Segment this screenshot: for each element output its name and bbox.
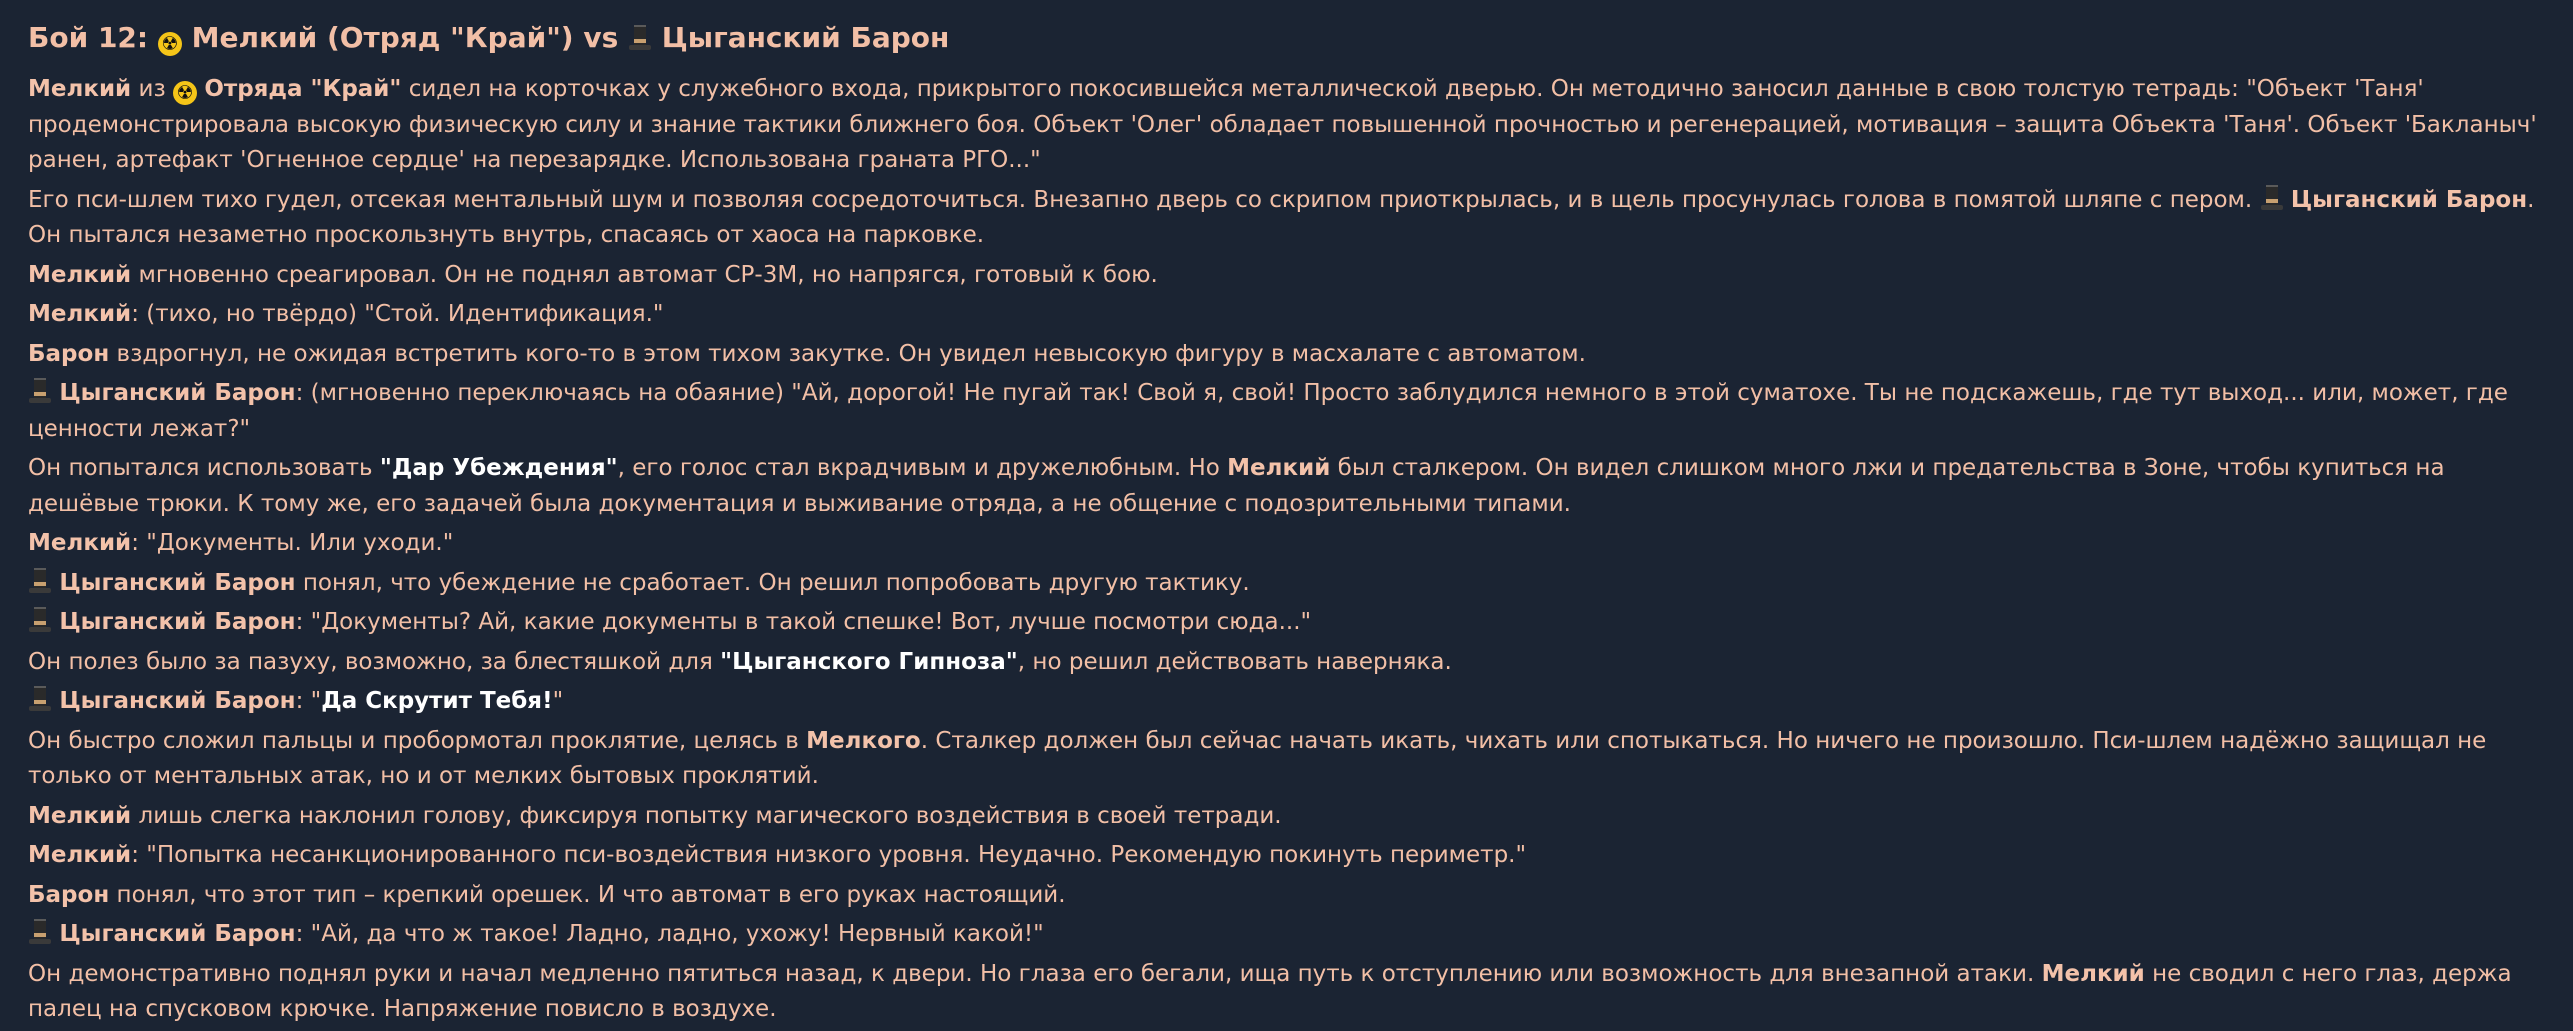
- paragraph-14: [28, 799, 2545, 835]
- paragraph-16: [28, 878, 2545, 914]
- paragraph-text: был сталкером. Он видел слишком много лжи и предательства в Зоне, чтобы купиться на дешёвые трюки. К тому же, его задачей была документация и выживание отряда, а не общение с подозрительными типами.: [28, 455, 2445, 517]
- paragraph-text: лишь слегка наклонил голову, фиксируя попытку магического воздействия в своей тетради.: [131, 802, 1282, 829]
- title-prefix: Бой 12:: [28, 21, 158, 54]
- top-hat-icon: [28, 607, 52, 633]
- character-name: Барон: [28, 340, 110, 367]
- paragraph-text: сидел на корточках у служебного входа, прикрытого покосившейся металлической дверью. Он методично заносил данные в свою толстую тетрадь: "Объект 'Таня' продемонстрировала высокую физическую силу и знание тактики ближнего боя. Объект 'Олег' обладает повышенной прочностью и регенерацией, мотивация – защита Объекта 'Таня'. Объект 'Бакланыч' ранен, артефакт 'Огненное сердце' на перезарядке. Использована граната РГО...": [28, 76, 2537, 173]
- paragraph-4: [28, 297, 2545, 333]
- character-name: Мелкий: [28, 76, 132, 102]
- top-hat-icon: [28, 686, 52, 712]
- paragraph-12: [28, 684, 2545, 720]
- squad-name: Отряда "Край": [204, 76, 402, 102]
- paragraph-text: понял, что убеждение не сработает. Он решил попробовать другую тактику.: [295, 569, 1250, 596]
- character-name: Мелкий: [28, 802, 132, 829]
- paragraph-7: [28, 451, 2545, 522]
- character-name: Цыганский Барон: [2290, 186, 2528, 213]
- paragraph-text: вздрогнул, не ожидая встретить кого-то в этом тихом закутке. Он увидел невысокую фигуру в масхалате с автоматом.: [109, 340, 1586, 367]
- radiation-icon: ☢: [158, 32, 182, 56]
- paragraph-text: не сводил с него глаз, держа палец на спусковом крючке. Напряжение повисло в воздухе.: [28, 960, 2512, 1022]
- character-name: Мелкого: [806, 727, 921, 754]
- paragraph-17: [28, 917, 2545, 953]
- character-name: Цыганский Барон: [59, 609, 296, 635]
- top-hat-icon: [2260, 185, 2284, 211]
- paragraph-text: : "Документы? Ай, какие документы в такой спешке! Вот, лучше посмотри сюда...": [295, 609, 1312, 635]
- paragraph-text: Он попытался использовать: [28, 455, 380, 481]
- paragraph-1: [28, 72, 2545, 179]
- title-fighter2: Цыганский Барон: [661, 21, 950, 54]
- paragraph-9: [28, 566, 2545, 602]
- top-hat-icon: [628, 25, 652, 51]
- paragraph-text: , но решил действовать наверняка.: [1017, 648, 1452, 675]
- battle-title: [28, 18, 2545, 58]
- paragraph-text: : "Документы. Или уходи.": [131, 530, 454, 556]
- paragraph-text: понял, что этот тип – крепкий орешек. И что автомат в его руках настоящий.: [109, 881, 1066, 908]
- paragraph-text: Он демонстративно поднял руки и начал медленно пятиться назад, к двери. Но глаза его бегали, ища путь к отступлению или возможность для внезапной атаки.: [28, 960, 2042, 987]
- character-name: Цыганский Барон: [59, 688, 296, 714]
- paragraph-text: : (мгновенно переключаясь на обаяние) "Ай, дорогой! Не пугай так! Свой я, свой! Просто заблудился немного в этой суматохе. Ты не подскажешь, где тут выход... или, может, где ценности лежат?": [28, 380, 2508, 442]
- paragraph-10: [28, 605, 2545, 641]
- paragraph-text: : (тихо, но твёрдо) "Стой. Идентификация.": [131, 301, 664, 327]
- top-hat-icon: [28, 919, 52, 945]
- ability-name: "Дар Убеждения": [379, 455, 618, 481]
- paragraph-18: [28, 957, 2545, 1028]
- character-name: Цыганский Барон: [59, 380, 296, 406]
- paragraph-13: [28, 724, 2545, 795]
- paragraph-3: [28, 258, 2545, 294]
- character-name: Цыганский Барон: [59, 569, 296, 596]
- spell-name: Да Скрутит Тебя!: [321, 688, 553, 714]
- paragraph-text: . Он пытался незаметно проскользнуть внутрь, спасаясь от хаоса на парковке.: [28, 186, 2535, 248]
- character-name: Мелкий: [2041, 960, 2145, 987]
- paragraph-11: [28, 645, 2545, 681]
- top-hat-icon: [28, 378, 52, 404]
- character-name: Цыганский Барон: [59, 921, 296, 947]
- paragraph-text: . Сталкер должен был сейчас начать икать, чихать или спотыкаться. Но ничего не произошло. Пси-шлем надёжно защищал не только от ментальных атак, но и от мелких бытовых проклятий.: [28, 727, 2487, 789]
- ability-name: "Цыганского Гипноза": [720, 648, 1018, 675]
- character-name: Мелкий: [28, 842, 132, 868]
- paragraph-text: мгновенно среагировал. Он не поднял автомат СР-3М, но напрягся, готовый к бою.: [131, 261, 1158, 288]
- paragraph-text: Он полез было за пазуху, возможно, за блестяшкой для: [28, 648, 721, 675]
- paragraph-text: : ": [295, 688, 322, 714]
- paragraph-text: Он быстро сложил пальцы и пробормотал проклятие, целясь в: [28, 727, 807, 754]
- paragraph-text: : "Попытка несанкционированного пси-воздействия низкого уровня. Неудачно. Рекомендую покинуть периметр.": [131, 842, 1527, 868]
- character-name: Мелкий: [28, 301, 132, 327]
- paragraph-8: [28, 526, 2545, 562]
- paragraph-text: , его голос стал вкрадчивым и дружелюбным. Но: [617, 455, 1228, 481]
- paragraph-15: [28, 838, 2545, 874]
- radiation-icon: ☢: [173, 81, 197, 105]
- character-name: Мелкий: [28, 261, 132, 288]
- title-fighter1: Мелкий (Отряд "Край"): [191, 21, 574, 54]
- character-name: Мелкий: [28, 530, 132, 556]
- paragraph-text: : "Ай, да что ж такое! Ладно, ладно, ухожу! Нервный какой!": [295, 921, 1044, 947]
- paragraph-text: из: [131, 76, 173, 102]
- paragraph-5: [28, 337, 2545, 373]
- paragraph-text: Его пси-шлем тихо гудел, отсекая ментальный шум и позволяя сосредоточиться. Внезапно дверь со скрипом приоткрылась, и в щель просунулась голова в помятой шляпе с пером.: [28, 186, 2260, 213]
- title-vs: vs: [573, 21, 629, 54]
- paragraph-text: ": [552, 688, 564, 714]
- character-name: Барон: [28, 881, 110, 908]
- paragraph-6: [28, 376, 2545, 447]
- paragraph-2: [28, 183, 2545, 254]
- character-name: Мелкий: [1227, 455, 1331, 481]
- top-hat-icon: [28, 568, 52, 594]
